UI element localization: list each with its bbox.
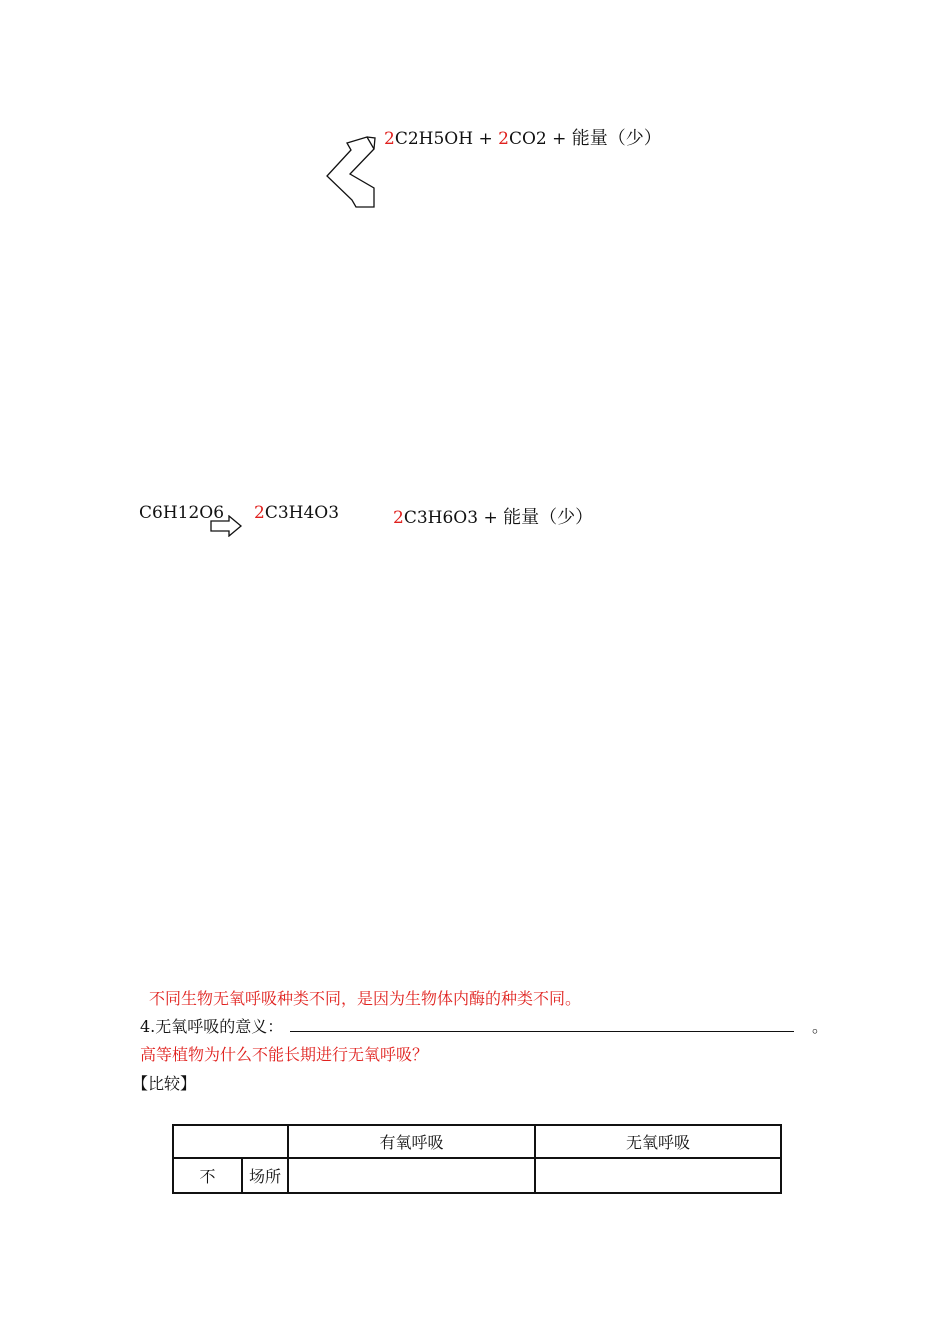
cell-aerobic-location[interactable]	[288, 1158, 535, 1193]
plus-sign: +	[483, 508, 498, 528]
plants-question: 高等植物为什么不能长期进行无氧呼吸？	[140, 1045, 429, 1064]
header-aerobic: 有氧呼吸	[288, 1125, 535, 1158]
coefficient: 2	[498, 129, 509, 149]
alcohol-fermentation-equation	[384, 124, 662, 150]
pyruvate-formula: C3H4O3	[264, 503, 340, 523]
plus-sign: +	[552, 129, 567, 149]
lactic-acid-formula: C3H6O3	[403, 508, 479, 528]
coefficient: 2	[384, 129, 395, 149]
glucose-formula: C6H12O6	[139, 503, 225, 523]
table-corner-cell	[173, 1125, 288, 1158]
lactic-acid-term	[393, 503, 593, 529]
comparison-table	[172, 1124, 782, 1194]
right-arrow-icon	[209, 515, 243, 537]
row-group-label: 不	[173, 1158, 242, 1193]
question-4-label: 4.无氧呼吸的意义：	[140, 1017, 284, 1036]
co2-formula: CO2	[508, 129, 547, 149]
cell-anaerobic-location[interactable]	[535, 1158, 781, 1193]
row-label-location: 场所	[242, 1158, 288, 1193]
plus-sign: +	[478, 129, 493, 149]
compare-heading: 【比较】	[132, 1074, 197, 1093]
header-anaerobic: 无氧呼吸	[535, 1125, 781, 1158]
enzyme-note: 不同生物无氧呼吸种类不同，是因为生物体内酶的种类不同。	[149, 989, 582, 1008]
branch-arrow-icon	[320, 134, 382, 214]
coefficient: 2	[254, 503, 265, 523]
pyruvate-term	[254, 503, 339, 523]
answer-blank-line[interactable]	[290, 1031, 794, 1032]
question-4-period: 。	[812, 1017, 829, 1036]
ethanol-formula: C2H5OH	[394, 129, 474, 149]
energy-label: 能量（少）	[571, 128, 662, 149]
energy-label: 能量（少）	[503, 507, 594, 528]
coefficient: 2	[393, 508, 404, 528]
